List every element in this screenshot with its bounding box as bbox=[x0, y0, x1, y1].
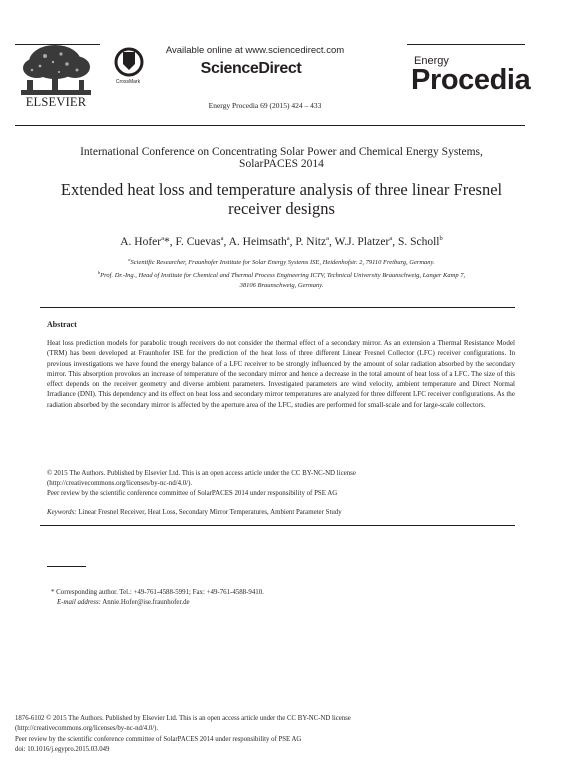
author-separator: , bbox=[392, 235, 398, 248]
abstract-heading: Abstract bbox=[47, 320, 77, 329]
affiliation-mark: a bbox=[128, 257, 131, 262]
author-separator: , bbox=[223, 235, 229, 248]
abstract-bottom-rule bbox=[40, 525, 515, 526]
sciencedirect-logo[interactable]: ScienceDirect bbox=[200, 60, 302, 77]
conference-line-1: International Conference on Concentrating Solar Power and Chemical Energy Systems, bbox=[80, 146, 483, 158]
corresponding-author-mark: * bbox=[164, 235, 170, 248]
author-separator: , bbox=[289, 235, 296, 248]
publisher-name: ELSEVIER bbox=[25, 95, 87, 109]
affiliation-b-line-2: 38106 Braunschweig, Germany. bbox=[239, 282, 324, 290]
conference-line-2: SolarPACES 2014 bbox=[239, 158, 324, 170]
available-online-text: Available online at www.sciencedirect.com bbox=[165, 45, 345, 56]
affiliation-b bbox=[40, 268, 523, 281]
peer-review-line: Peer review by the scientific conference committee of SolarPACES 2014 under responsibility of PSE AG bbox=[47, 490, 338, 497]
copyright-line: 1876-6102 © 2015 The Authors. Published by Elsevier Ltd. This is an open access article under the CC BY-NC-ND license bbox=[15, 715, 351, 722]
author-name: F. Cuevas bbox=[175, 235, 221, 248]
conference-name bbox=[40, 146, 523, 170]
author-separator: , bbox=[328, 235, 335, 248]
author-name: A. Heimsath bbox=[228, 235, 287, 248]
corresponding-author-footnote bbox=[51, 588, 511, 609]
corresponding-author-contact: * Corresponding author. Tel.: +49-761-4588-5991; Fax: +49-761-4588-9410. bbox=[51, 589, 264, 596]
keywords bbox=[47, 509, 517, 516]
affiliation-text: Prof. Dr.-Ing., Head of Institute for Chemical and Thermal Process Engineering ICTV, Technical University Braunschweig, Langer Kamp 7, bbox=[100, 272, 466, 280]
affiliation-text: Scientific Researcher, Fraunhofer Institute for Solar Energy Systems ISE, Heidenhofstr. 2, 79110 Freiburg, Germany. bbox=[130, 259, 435, 267]
author-affiliation-mark: a bbox=[389, 235, 393, 242]
author-name: S. Scholl bbox=[397, 235, 440, 248]
copyright-footer bbox=[15, 714, 535, 755]
footnote-rule bbox=[47, 566, 86, 567]
abstract-top-rule bbox=[40, 307, 515, 308]
header-rule-right bbox=[407, 44, 525, 45]
author-affiliation-mark: a bbox=[220, 235, 224, 242]
email-line bbox=[51, 598, 511, 608]
license-link[interactable]: (http://creativecommons.org/licenses/by-nc-nd/4.0/). bbox=[47, 480, 193, 487]
author-separator: , bbox=[169, 235, 176, 248]
abstract-body: Heat loss prediction models for parabolic trough receivers do not consider the thermal effect of a secondary mirror. As an extension a Thermal Resistance Model (TRM) has been developed at Fraunhofer ISE for the prediction of the heat loss of three different Linear Fresnel Collector (LFC) receiver configurations. In previous investigations we have found the energy balance of a LFC receiver to be strongly influenced by the amount of solar radiation absorbed by the secondary mirror. This absorption provokes an increase of temperature of the secondary mirror and hence a decrease in the total amount of heat loss of a LFC. The size of this effect depends on the receiver geometry and diverse ambient parameters. Investigated parameters are wind velocity, ambient temperature and Direct Normal Irradiance (DNI). This dependency and its effect on heat loss and secondary mirror temperatures are analyzed for three different LFC receiver configurations. As the radiation absorbed by the secondary mirror is affected by the aperture area of the LFC, studies are performed for small-scale and for large-scale collectors. bbox=[47, 339, 515, 409]
journal-name: Procedia bbox=[411, 64, 531, 96]
journal-series: Energy bbox=[414, 55, 449, 67]
author-affiliation-mark: a bbox=[286, 235, 290, 242]
footer-peer-review-line: Peer review by the scientific conference committee of SolarPACES 2014 under responsibility of PSE AG bbox=[15, 735, 302, 743]
header-rule-bottom bbox=[15, 125, 525, 126]
affiliations bbox=[40, 255, 523, 291]
journal-reference: Energy Procedia 69 (2015) 424 – 433 bbox=[208, 101, 322, 110]
email-address[interactable]: Annie.Hofer@ise.fraunhofer.de bbox=[100, 599, 190, 607]
keywords-label: Keywords: bbox=[47, 509, 77, 516]
license-statement bbox=[47, 469, 517, 499]
doi-line[interactable]: doi: 10.1016/j.egypro.2015.03.049 bbox=[15, 745, 110, 753]
paper-title: Extended heat loss and temperature analysis of three linear Fresnel receiver designs bbox=[60, 180, 503, 218]
crossmark-label: CrossMark bbox=[115, 79, 141, 85]
author-name: A. Hofer bbox=[120, 235, 162, 248]
header-rule-left bbox=[15, 44, 100, 45]
author-affiliation-mark: a bbox=[161, 235, 164, 242]
affiliation-mark: b bbox=[97, 270, 101, 276]
author-name: P. Nitz bbox=[295, 235, 327, 248]
author-name: W.J. Platzer bbox=[334, 235, 390, 248]
footer-license-link[interactable]: (http://creativecommons.org/licenses/by-nc-nd/4.0/). bbox=[15, 725, 159, 733]
keywords-text: Linear Fresnel Receiver, Heat Loss, Secondary Mirror Temperatures, Ambient Parameter Study bbox=[76, 509, 342, 516]
affiliation-a bbox=[40, 255, 523, 268]
author-list bbox=[20, 235, 543, 248]
author-affiliation-mark: a bbox=[326, 235, 329, 242]
author-affiliation-mark: b bbox=[439, 235, 443, 242]
email-label: E-mail address: bbox=[57, 599, 101, 607]
license-line-1: © 2015 The Authors. Published by Elsevier Ltd. This is an open access article under the CC BY-NC-ND license bbox=[47, 470, 356, 477]
